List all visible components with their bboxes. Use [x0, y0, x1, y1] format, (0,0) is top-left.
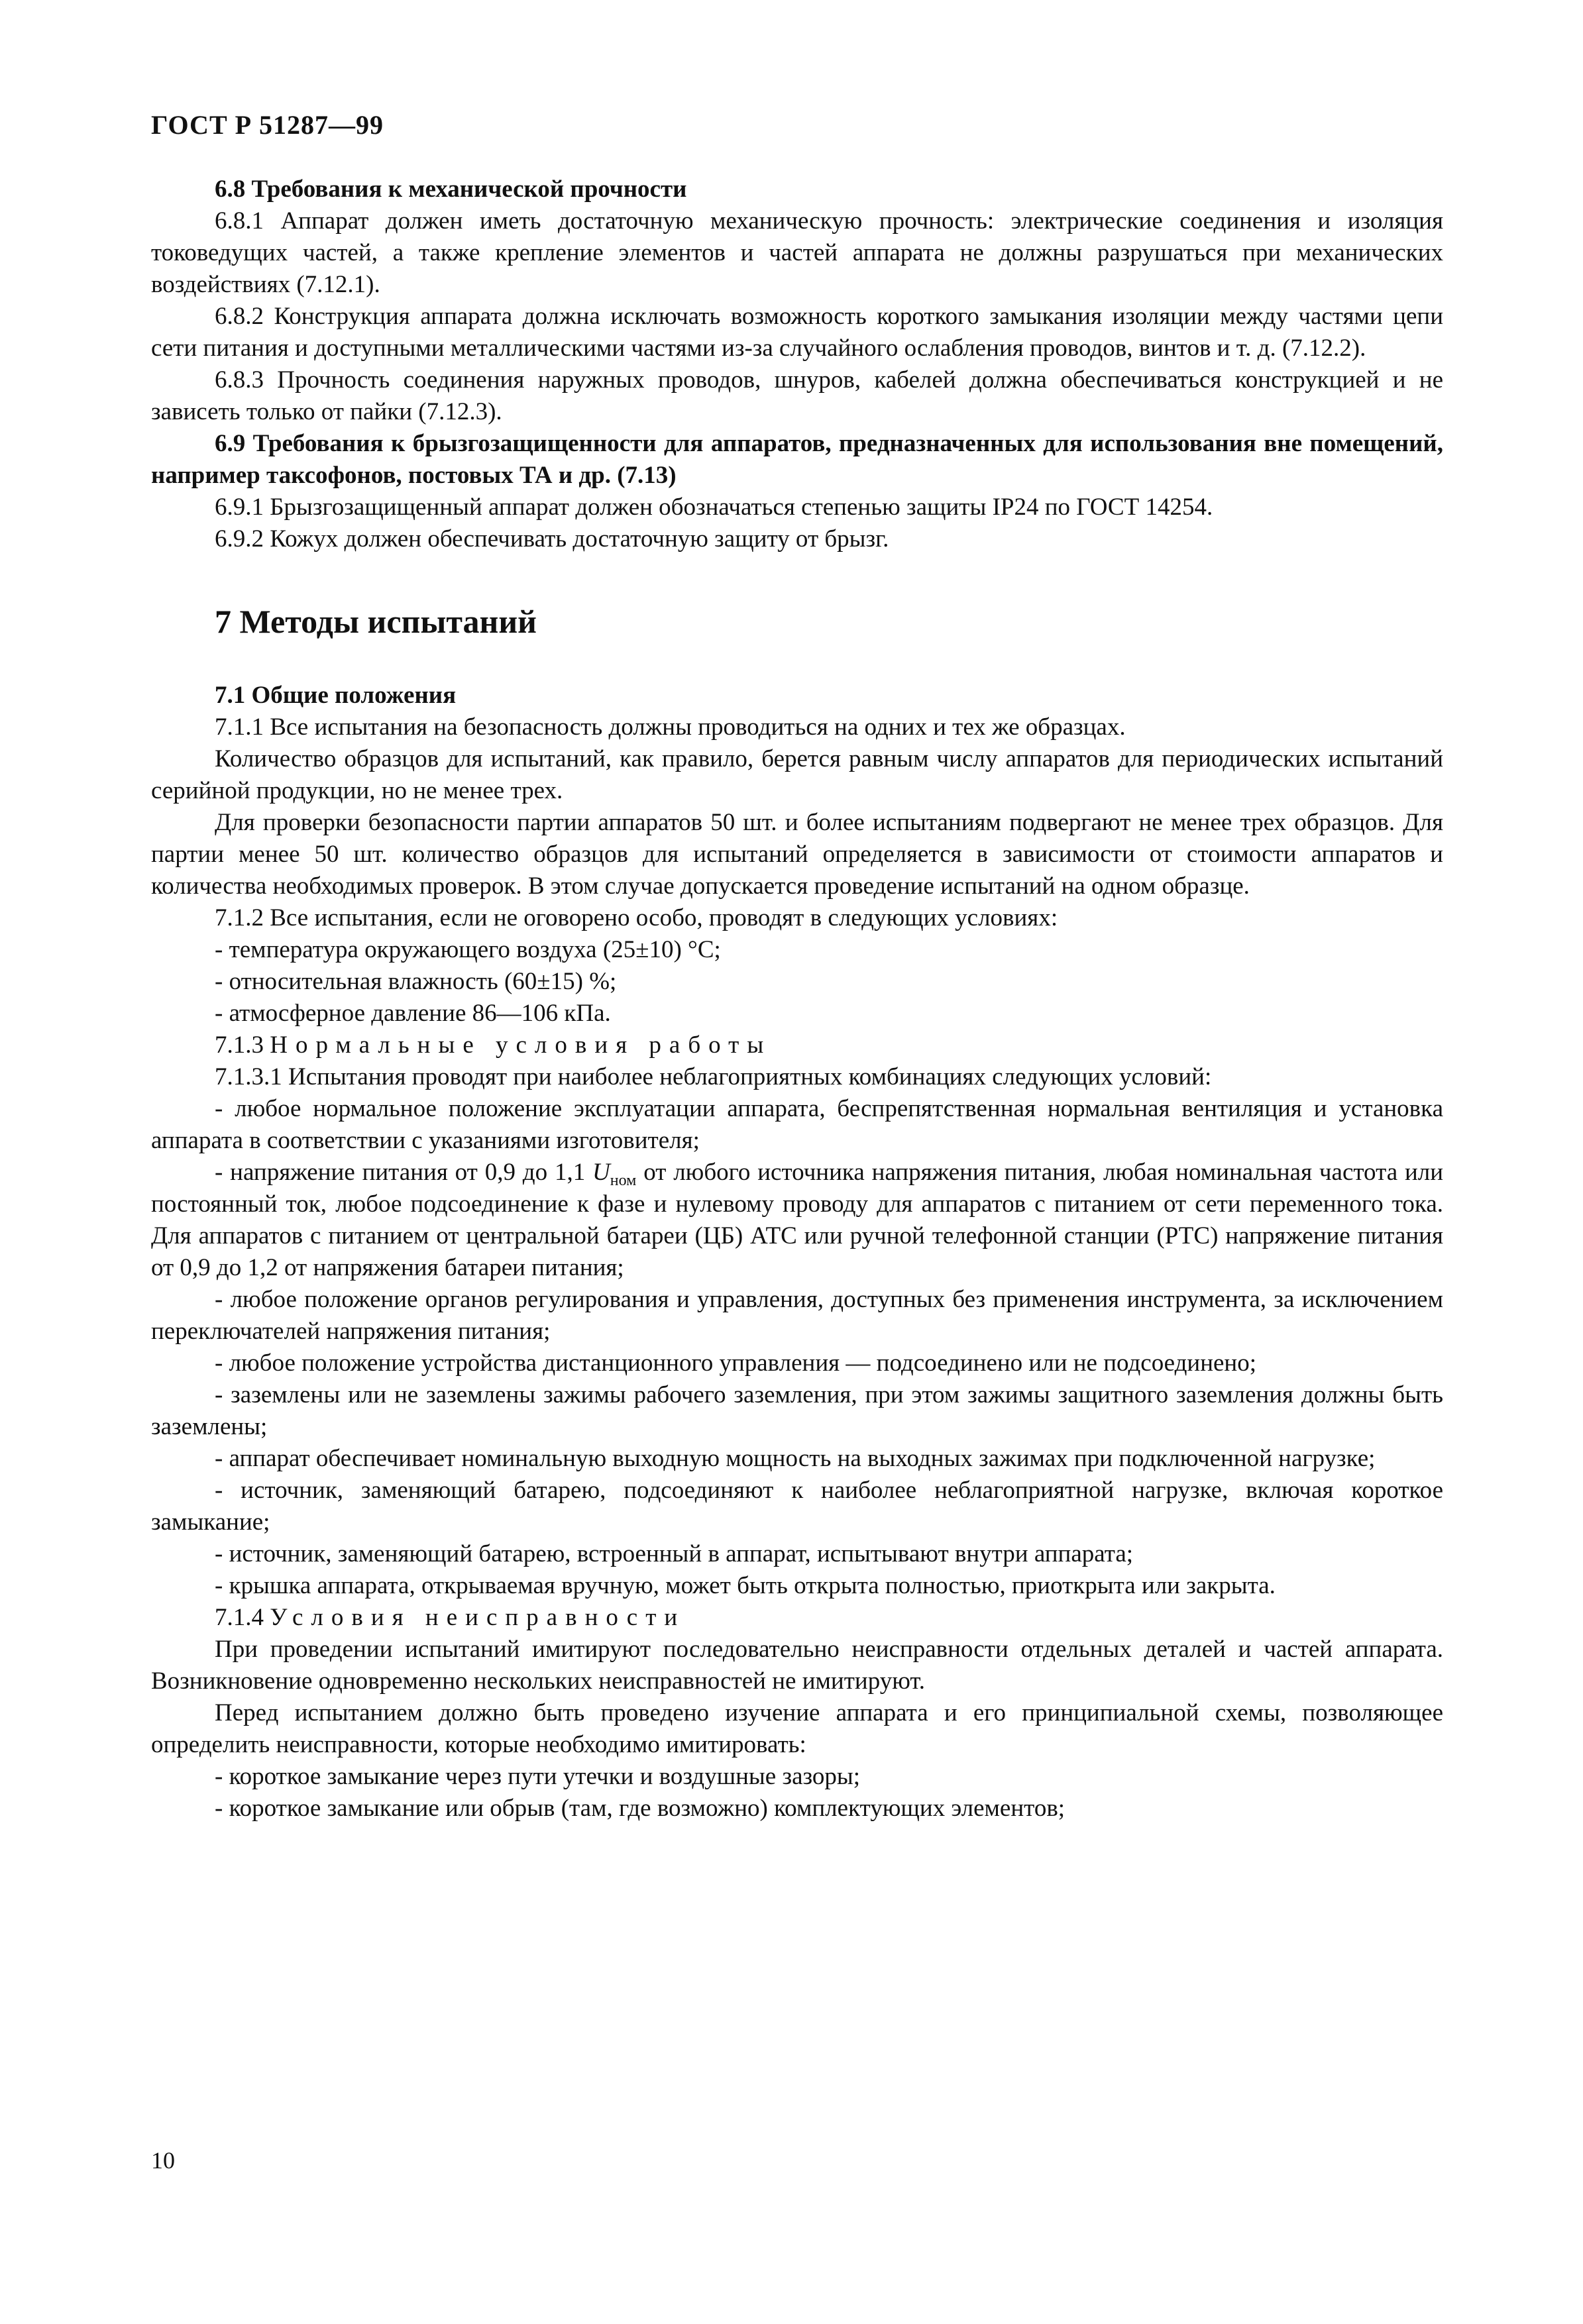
document-body — [151, 174, 1443, 1824]
section-6-8-title: 6.8 Требования к механической прочности — [215, 176, 687, 203]
section-7-1-title: 7.1 Общие положения — [215, 682, 457, 709]
condition-pressure: - атмосферное давление 86—106 кПа. — [215, 1000, 611, 1027]
section-7-1-3-number: 7.1.3 — [215, 1031, 264, 1059]
section-7-1-4-title — [151, 1602, 1443, 1634]
fault-para-2: Перед испытанием должно быть проведено изучение аппарата и его принципиальной схемы, позволяющее определить неисправности, которые необходимо имитировать: — [151, 1699, 1443, 1758]
para-6-8-1: 6.8.1 Аппарат должен иметь достаточную механическую прочность: электрические соединения и изоляция токоведущих частей, а также крепление элементов и частей аппарата не должны разрушаться при механических воздействиях (7.12.1). — [151, 207, 1443, 298]
voltage-text-start: - напряжение питания от 0,9 до 1,1 — [215, 1159, 586, 1186]
fault-component: - короткое замыкание или обрыв (там, где возможно) комплектующих элементов; — [215, 1795, 1065, 1822]
para-7-1-1-batch: Для проверки безопасности партии аппаратов 50 шт. и более испытаниям подвергают не менее трех образцов. Для партии менее 50 шт. количество образцов для испытаний определяется в зависимости от стоимости аппаратов и количества необходимых проверок. В этом случае допускается проведение испытаний на одном образце. — [151, 809, 1443, 900]
voltage-symbol: U — [592, 1159, 610, 1186]
condition-temperature: - температура окружающего воздуха (25±10) °С; — [215, 936, 721, 963]
normal-condition-battery-load: - источник, заменяющий батарею, подсоединяют к наиболее неблагоприятной нагрузке, включая короткое замыкание; — [151, 1477, 1443, 1536]
section-6-9-title: 6.9 Требования к брызгозащищенности для аппаратов, предназначенных для использования вне помещений, например таксофонов, постовых ТА и др. (7.13) — [151, 430, 1443, 489]
para-6-8-2: 6.8.2 Конструкция аппарата должна исключать возможность короткого замыкания изоляции между частями цепи сети питания и доступными металлическими частями из-за случайного ослабления проводов, винтов и т. д. (7.12.2). — [151, 303, 1443, 362]
normal-condition-cover: - крышка аппарата, открываемая вручную, может быть открыта полностью, приоткрыта или закрыта. — [215, 1572, 1276, 1599]
fault-short-circuit: - короткое замыкание через пути утечки и воздушные зазоры; — [215, 1763, 861, 1790]
fault-para-1: При проведении испытаний имитируют последовательно неисправности отдельных деталей и частей аппарата. Возникновение одновременно нескольких неисправностей не имитируют. — [151, 1636, 1443, 1695]
page-number: 10 — [151, 2147, 175, 2174]
normal-condition-output: - аппарат обеспечивает номинальную выходную мощность на выходных зажимах при подключенной нагрузке; — [215, 1445, 1376, 1472]
para-6-9-2: 6.9.2 Кожух должен обеспечивать достаточную защиту от брызг. — [215, 525, 889, 553]
section-7-1-3-title — [151, 1030, 1443, 1061]
condition-humidity: - относительная влажность (60±15) %; — [215, 968, 617, 995]
section-7-1-4-name: Условия неисправности — [270, 1604, 686, 1631]
standard-header: ГОСТ Р 51287—99 — [151, 110, 384, 140]
normal-condition-position: - любое нормальное положение эксплуатации аппарата, беспрепятственная нормальная вентиляция и установка аппарата в соответствии с указаниями изготовителя; — [151, 1095, 1443, 1154]
voltage-text-end: от любого источника напряжения питания, любая номинальная частота или постоянный ток, любое подсоединение к фазе и нулевому проводу для аппаратов с питанием от сети переменного тока. Для аппаратов с питанием от центральной батареи (ЦБ) АТС или ручной телефонной станции (РТС) напряжение питания от 0,9 до 1,2 от напряжения батареи питания; — [151, 1159, 1444, 1281]
section-7-1-4-number: 7.1.4 — [215, 1604, 264, 1631]
voltage-subscript: ном — [610, 1172, 637, 1189]
para-7-1-1: 7.1.1 Все испытания на безопасность должны проводиться на одних и тех же образцах. — [215, 713, 1126, 741]
normal-condition-battery-internal: - источник, заменяющий батарею, встроенный в аппарат, испытывают внутри аппарата; — [215, 1540, 1134, 1567]
normal-condition-grounding: - заземлены или не заземлены зажимы рабочего заземления, при этом зажимы защитного заземления должны быть заземлены; — [151, 1381, 1443, 1440]
para-6-9-1: 6.9.1 Брызгозащищенный аппарат должен обозначаться степенью защиты IP24 по ГОСТ 14254. — [215, 494, 1213, 521]
para-6-8-3: 6.8.3 Прочность соединения наружных проводов, шнуров, кабелей должна обеспечиваться конструкцией и не зависеть только от пайки (7.12.3). — [151, 366, 1443, 425]
para-7-1-3-1: 7.1.3.1 Испытания проводят при наиболее неблагоприятных комбинациях следующих условий: — [215, 1063, 1212, 1090]
normal-condition-controls: - любое положение органов регулирования и управления, доступных без применения инструмента, за исключением переключателей напряжения питания; — [151, 1286, 1443, 1345]
para-7-1-1-samples: Количество образцов для испытаний, как правило, берется равным числу аппаратов для периодических испытаний серийной продукции, но не менее трех. — [151, 745, 1443, 804]
section-7-1-3-name: Нормальные условия работы — [270, 1031, 772, 1059]
para-7-1-2: 7.1.2 Все испытания, если не оговорено особо, проводят в следующих условиях: — [215, 904, 1058, 931]
normal-condition-voltage — [151, 1157, 1443, 1284]
normal-condition-remote: - любое положение устройства дистанционного управления — подсоединено или не подсоединено; — [215, 1349, 1257, 1377]
section-7-heading: 7 Методы испытаний — [215, 603, 537, 640]
